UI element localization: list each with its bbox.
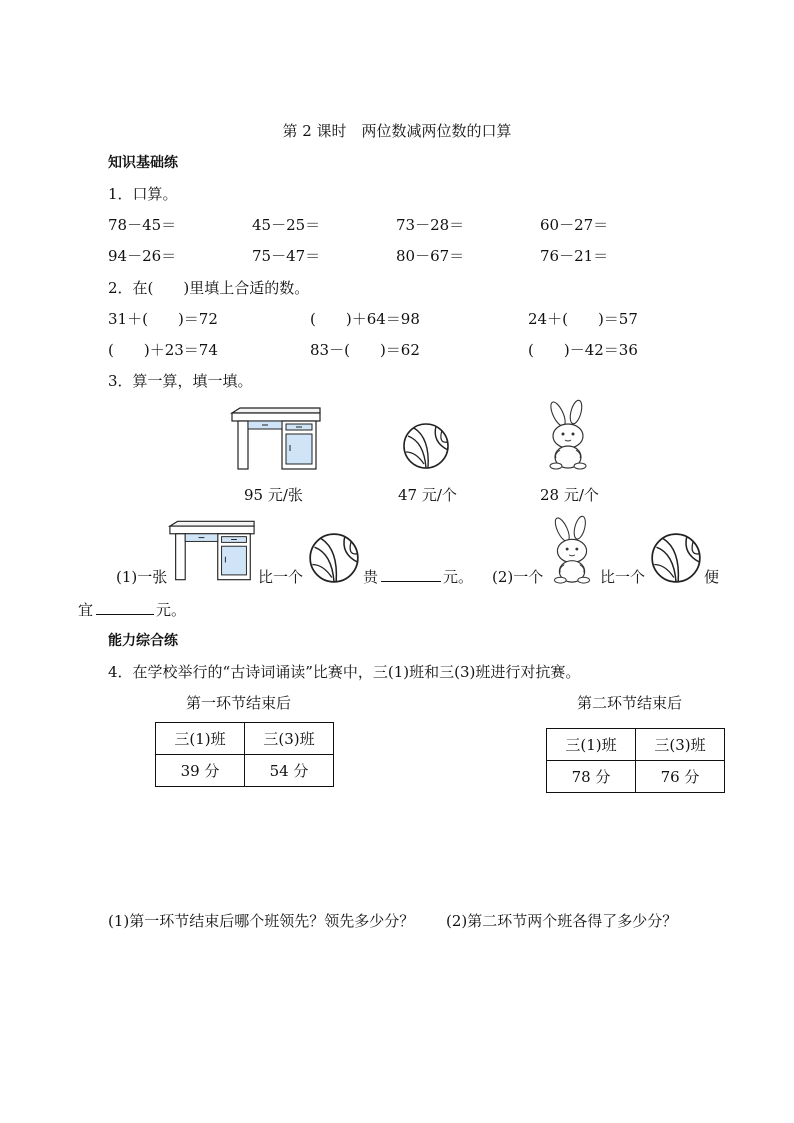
section-heading-comprehensive: 能力综合练 — [108, 633, 178, 649]
score-table-1 — [155, 722, 334, 787]
table-header-cell: 三(3)班 — [245, 723, 334, 755]
question-2-label: 2．在( )里填上合适的数。 — [108, 279, 310, 297]
page-title: 第 2 课时 两位数减两位数的口算 — [282, 122, 512, 140]
question-4-sub-2: (2)第二环节两个班各得了多少分？ — [446, 912, 678, 930]
sub-question-2-start: (2)一个 — [492, 568, 544, 586]
table-header-cell: 三(1)班 — [156, 723, 245, 755]
section-heading-basic: 知识基础练 — [108, 155, 178, 171]
question-4-sub-1: (1)第一环节结束后哪个班领先？领先多少分？ — [108, 912, 415, 930]
sub-question-2-unit: 元。 — [156, 601, 187, 619]
sub-question-1-more: 贵 — [363, 568, 379, 586]
table-row — [156, 755, 334, 787]
calc-item: 80－67＝ — [396, 247, 465, 265]
sub-question-2-cont: 宜 — [78, 601, 94, 619]
sub-question-1-compare: 比一个 — [258, 568, 304, 586]
volleyball-icon — [308, 532, 360, 584]
table-cell: 76 分 — [636, 761, 725, 793]
calc-item: 73－28＝ — [396, 216, 465, 234]
price-desk: 95 元/张 — [244, 486, 303, 504]
table-1-caption: 第一环节结束后 — [186, 694, 292, 712]
fill-item: ( )＋23＝74 — [108, 341, 218, 359]
table-2-caption: 第二环节结束后 — [577, 694, 683, 712]
question-3-label: 3．算一算，填一填。 — [108, 372, 253, 390]
table-cell: 39 分 — [156, 755, 245, 787]
desk-icon — [230, 407, 322, 471]
sub-question-2-cheap: 便 — [704, 568, 720, 586]
table-header-cell: 三(1)班 — [547, 729, 636, 761]
answer-blank[interactable] — [381, 567, 441, 582]
fill-item: ( )＋64＝98 — [310, 310, 420, 328]
price-volleyball: 47 元/个 — [398, 486, 457, 504]
desk-icon — [168, 520, 256, 582]
table-row — [547, 761, 725, 793]
fill-item: 24＋( )＝57 — [528, 310, 638, 328]
fill-item: 31＋( )＝72 — [108, 310, 218, 328]
question-4-label: 4．在学校举行的“古诗词诵读”比赛中，三(1)班和三(3)班进行对抗赛。 — [108, 663, 581, 681]
volleyball-icon — [402, 422, 450, 470]
calc-item: 76－21＝ — [540, 247, 609, 265]
sub-question-1-start: (1)一张 — [116, 568, 168, 586]
rabbit-icon — [544, 516, 600, 586]
score-table-2 — [546, 728, 725, 793]
calc-item: 78－45＝ — [108, 216, 177, 234]
calc-item: 75－47＝ — [252, 247, 321, 265]
price-rabbit: 28 元/个 — [540, 486, 599, 504]
sub-question-2-compare: 比一个 — [600, 568, 646, 586]
rabbit-icon — [540, 400, 596, 472]
sub-question-1-unit: 元。 — [443, 568, 474, 586]
table-cell: 78 分 — [547, 761, 636, 793]
calc-item: 45－25＝ — [252, 216, 321, 234]
table-row — [156, 723, 334, 755]
fill-item: 83－( )＝62 — [310, 341, 420, 359]
volleyball-icon — [650, 532, 702, 584]
table-row — [547, 729, 725, 761]
table-cell: 54 分 — [245, 755, 334, 787]
fill-item: ( )－42＝36 — [528, 341, 638, 359]
table-header-cell: 三(3)班 — [636, 729, 725, 761]
calc-item: 60－27＝ — [540, 216, 609, 234]
answer-blank[interactable] — [96, 600, 154, 615]
calc-item: 94－26＝ — [108, 247, 177, 265]
question-1-label: 1．口算。 — [108, 185, 178, 203]
